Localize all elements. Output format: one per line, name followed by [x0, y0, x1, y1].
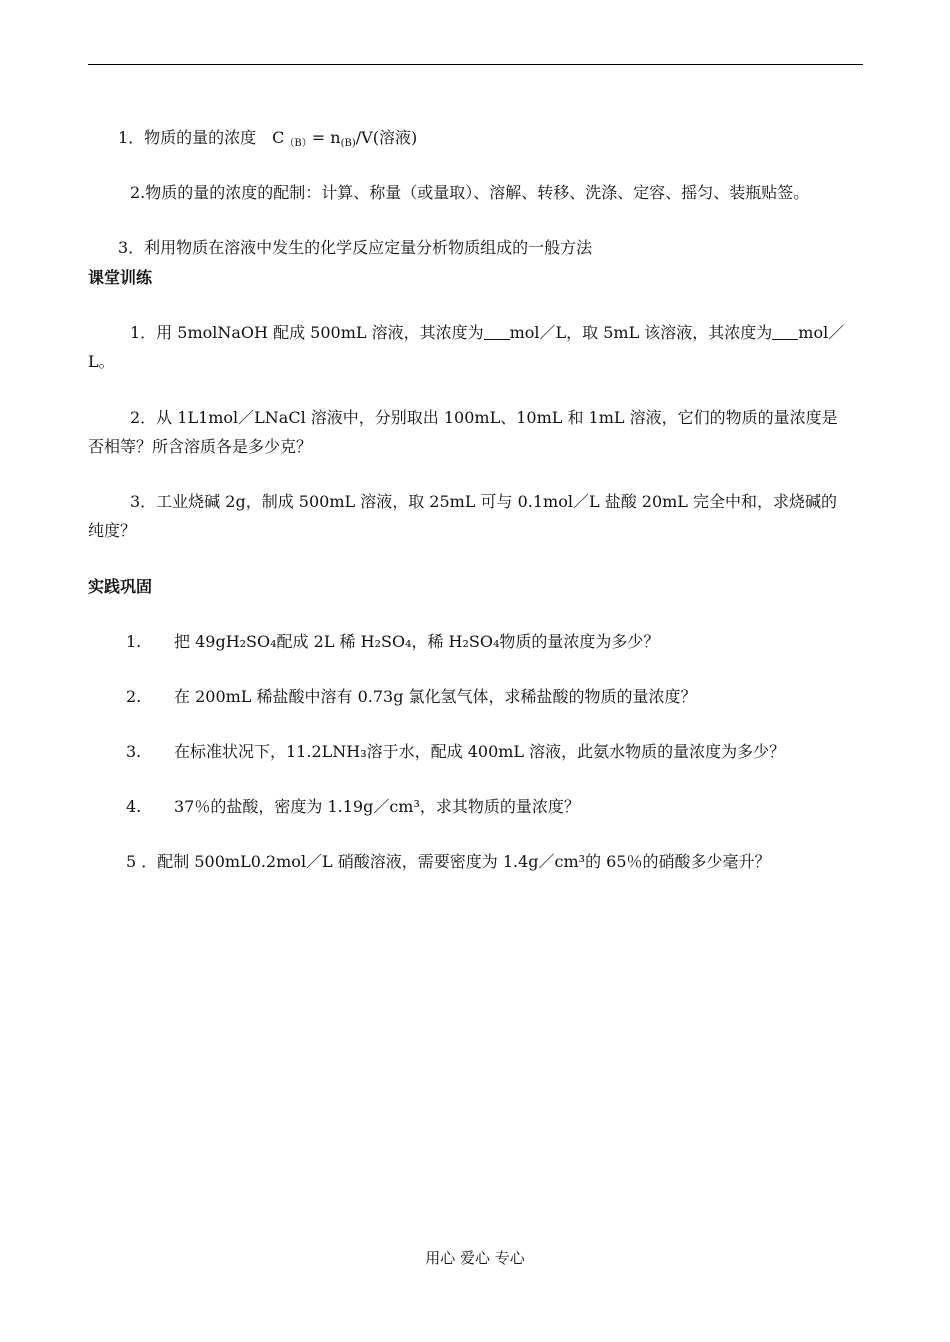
concentration-definition-prefix: 1．物质的量的浓度 C: [118, 128, 285, 147]
q1-text-b: mol／L，取 5mL 该溶液，其浓度为: [509, 323, 773, 342]
practice-item-3: [126, 742, 785, 762]
practice-item-3-text: 在标准状况下，11.2LNH₃溶于水，配成 400mL 溶液，此氨水物质的量浓度为多少？: [174, 742, 786, 761]
subscript-b-1: （B）: [284, 138, 312, 149]
practice-item-2-num: 2.: [126, 687, 142, 706]
practice-item-4-text: 37％的盐酸，密度为 1.19g／cm³，求其物质的量浓度？: [174, 797, 580, 816]
concentration-definition-mid: = n: [311, 128, 341, 147]
header-rule: [88, 64, 863, 65]
practice-item-5: 5 ．配制 500mL0.2mol／L 硝酸溶液，需要密度为 1.4g／cm³的 65％的硝酸多少毫升？: [126, 852, 771, 871]
practice-item-4: [126, 797, 580, 817]
summary-item-2: 2.物质的量的浓度的配制：计算、称量（或量取）、溶解、转移、洗涤、定容、摇匀、装瓶贴签。: [130, 183, 810, 202]
practice-item-2-text: 在 200mL 稀盐酸中溶有 0.73g 氯化氢气体，求稀盐酸的物质的量浓度？: [174, 687, 697, 706]
practice-item-1-num: 1.: [126, 632, 142, 651]
classroom-q3-line1: 3．工业烧碱 2g，制成 500mL 溶液，取 25mL 可与 0.1mol／L 盐酸 20mL 完全中和，求烧碱的: [130, 492, 838, 511]
practice-item-3-num: 3.: [126, 742, 142, 761]
answer-blank-1[interactable]: [484, 325, 510, 340]
concentration-definition-suffix: /V(溶液): [355, 128, 418, 147]
practice-item-1-text: 把 49gH₂SO₄配成 2L 稀 H₂SO₄，稀 H₂SO₄物质的量浓度为多少？: [174, 632, 660, 651]
subscript-b-2: (B): [340, 138, 356, 149]
classroom-q2-line1: 2．从 1L1mol／LNaCl 溶液中，分别取出 100mL、10mL 和 1mL 溶液，它们的物质的量浓度是: [130, 408, 838, 427]
practice-item-1: [126, 632, 659, 652]
summary-item-1: [118, 128, 417, 148]
practice-item-4-num: 4.: [126, 797, 142, 816]
classroom-q1-line1: [130, 323, 844, 343]
classroom-q3-line2: 纯度？: [88, 521, 137, 540]
classroom-q1-line2: L。: [88, 352, 115, 371]
summary-item-3: 3．利用物质在溶液中发生的化学反应定量分析物质组成的一般方法: [118, 238, 593, 257]
page-footer: 用心 爱心 专心: [425, 1249, 525, 1267]
practice-heading: 实践巩固: [88, 577, 153, 596]
classroom-q2-line2: 否相等？所含溶质各是多少克？: [88, 437, 313, 456]
classroom-heading: 课堂训练: [88, 268, 153, 287]
answer-blank-2[interactable]: [772, 325, 798, 340]
q1-text-c: mol／: [798, 323, 845, 342]
q1-text-a: 1．用 5molNaOH 配成 500mL 溶液，其浓度为: [130, 323, 484, 342]
practice-item-2: [126, 687, 697, 707]
